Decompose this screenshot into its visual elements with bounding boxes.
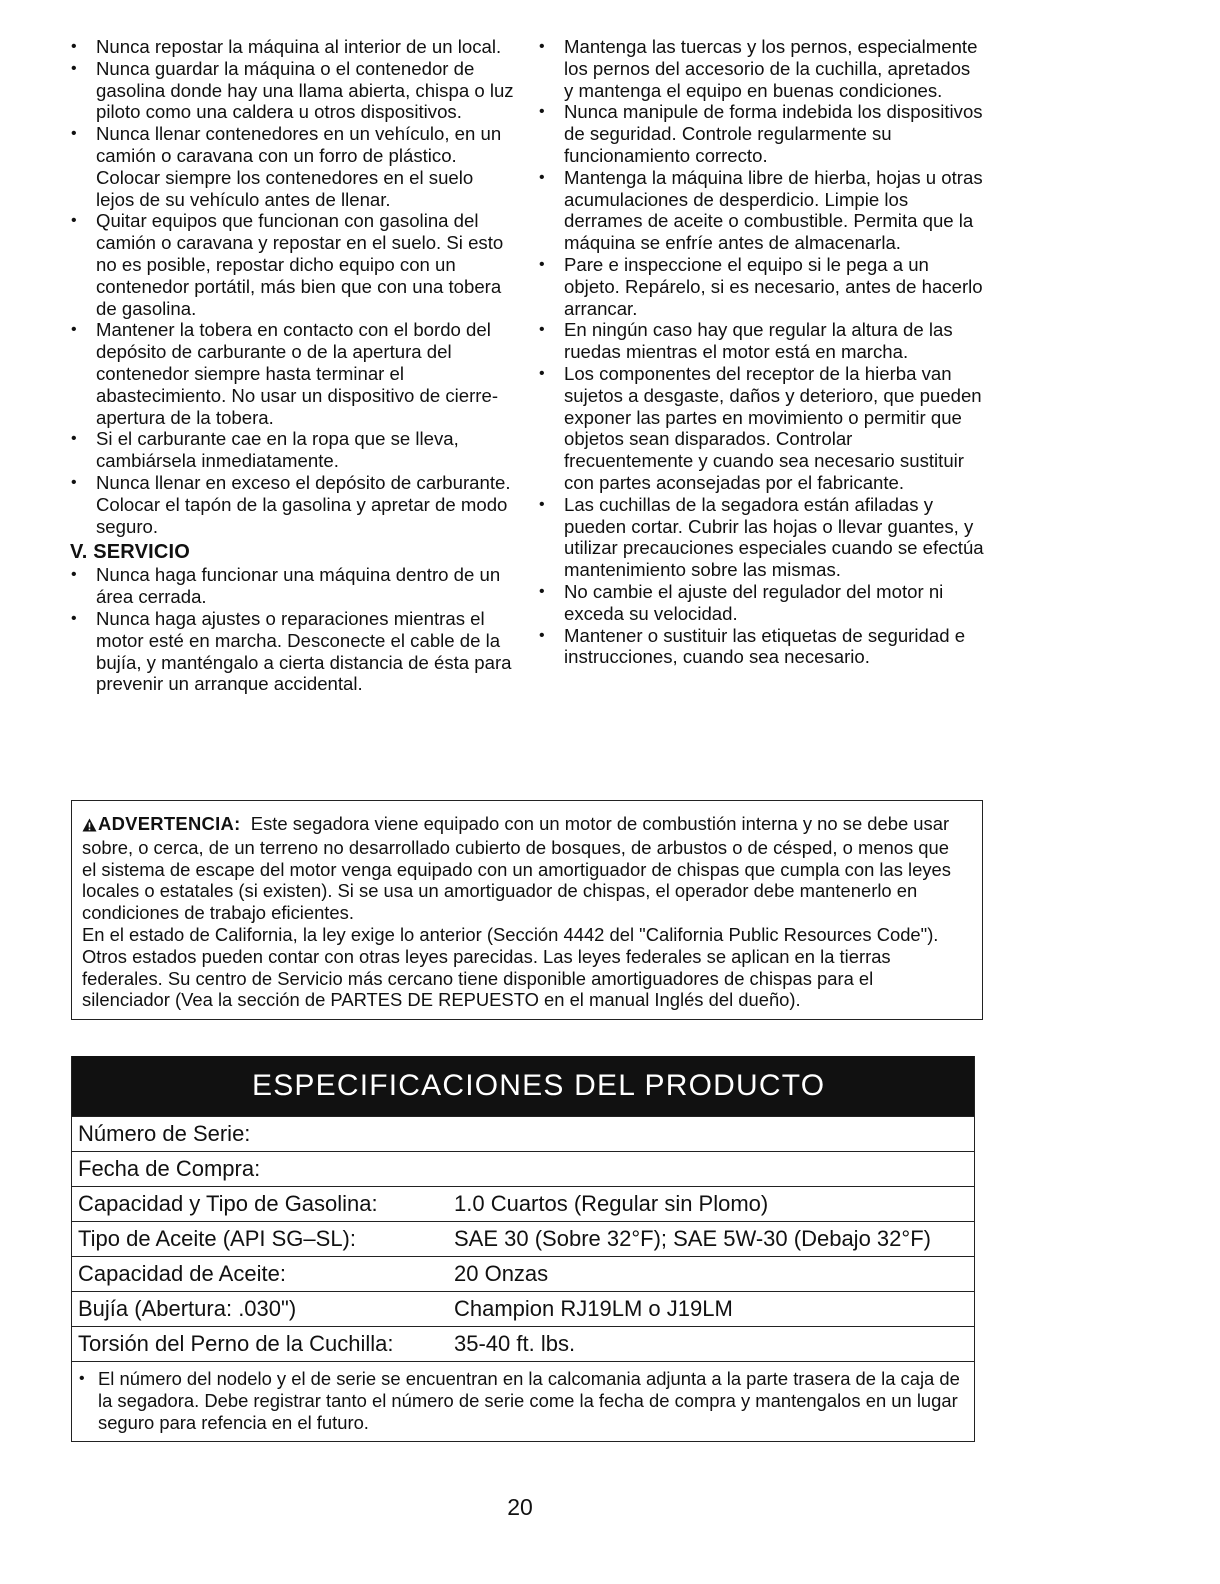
product-specifications-table xyxy=(71,1056,975,1442)
specifications-title: ESPECIFICACIONES DEL PRODUCTO xyxy=(72,1056,974,1116)
specifications-note xyxy=(72,1361,974,1441)
table-row xyxy=(72,1116,974,1151)
warning-paragraph xyxy=(82,813,960,924)
warning-text: Este segadora viene equipado con un motor de combustión interna y no se debe usar sobre, o cerca, de un terreno no desarrollado cubierto de bosques, de arbustos o de césped, o menos que el sistema de escape del motor venga equipado con un amortiguador de chispas que cumpla con las leyes locales o estatales (si existen). Si se usa un amortiguador de chispas, el operador debe mantenerlo en condiciones de trabajo eficientes. xyxy=(82,813,951,924)
list-item: • Si el carburante cae en la ropa que se lleva, cambiársela inmediatamente. xyxy=(70,428,514,472)
list-item: • Nunca llenar contenedores en un vehículo, en un camión o caravana con un forro de plástico. Colocar siempre los contenedores en el suelo lejos de su vehículo antes de llenar. xyxy=(70,123,514,210)
list-item: • El número del nodelo y el de serie se encuentran en la calcomania adjunta a la parte trasera de la caja de la segadora. Debe registrar tanto el número de serie come la fecha de compra y mantengalos en un lugar seguro para refencia en el futuro. xyxy=(78,1368,964,1433)
spec-value: 35-40 ft. lbs. xyxy=(454,1331,576,1356)
list-item: • Los componentes del receptor de la hierba van sujetos a desgaste, daños y deterioro, que pueden exponer las partes en movimiento o permitir que objetos sean disparados. Controlar frecuentemente y cuando sea necesario sustituir con partes aconsejadas por el fabricante. xyxy=(538,363,984,494)
list-item: • Quitar equipos que funcionan con gasolina del camión o caravana y repostar en el suelo. Si esto no es posible, repostar dicho equipo con un contenedor portátil, más bien que con una tobera de gasolina. xyxy=(70,210,514,319)
list-item: • Nunca repostar la máquina al interior de un local. xyxy=(70,36,514,58)
fueling-safety-list xyxy=(70,36,514,537)
list-item: • Las cuchillas de la segadora están afiladas y pueden cortar. Cubrir las hojas o llevar guantes, y utilizar precauciones especiales cuando se efectúa mantenimiento sobre las mismas. xyxy=(538,494,984,581)
spec-label: Bujía (Abertura: .030") xyxy=(78,1296,297,1321)
warning-box xyxy=(71,800,983,1020)
spec-value: 20 Onzas xyxy=(454,1261,549,1286)
list-item: • Nunca haga ajustes o reparaciones mientras el motor esté en marcha. Desconecte el cable de la bujía, y manténgalo a cierta distancia de ésta para prevenir un arranque accidental. xyxy=(70,608,514,695)
warning-paragraph-california: En el estado de California, la ley exige lo anterior (Sección 4442 del "California Public Resources Code"). Otros estados pueden contar con otras leyes parecidas. Las leyes federales se aplican en la tierras federales. Su centro de Servicio más cercano tiene disponible amortiguadores de chispas para el silenciador (Vea la sección de PARTES DE REPUESTO en el manual Inglés del dueño). xyxy=(82,923,939,1011)
table-row xyxy=(72,1256,974,1291)
list-item: • Pare e inspeccione el equipo si le pega a un objeto. Repárelo, si es necesario, antes de hacerlo arrancar. xyxy=(538,254,984,319)
table-row xyxy=(72,1326,974,1361)
list-item: • Nunca guardar la máquina o el contenedor de gasolina donde hay una llama abierta, chispa o luz piloto como una caldera u otros dispositivos. xyxy=(70,58,514,123)
list-item: • No cambie el ajuste del regulador del motor ni exceda su velocidad. xyxy=(538,581,984,625)
list-item: • Mantener la tobera en contacto con el bordo del depósito de carburante o de la apertura del contenedor siempre hasta terminar el abastecimiento. No usar un dispositivo de cierre-apertura de la tobera. xyxy=(70,319,514,428)
warning-triangle-icon xyxy=(82,815,97,837)
spec-label: Capacidad y Tipo de Gasolina: xyxy=(78,1191,378,1216)
page-number: 20 xyxy=(507,1494,533,1520)
maintenance-list xyxy=(538,36,984,668)
table-row xyxy=(72,1186,974,1221)
spec-value: SAE 30 (Sobre 32°F); SAE 5W-30 (Debajo 32°F) xyxy=(454,1226,931,1251)
warning-label: ADVERTENCIA: xyxy=(98,813,241,834)
table-row xyxy=(72,1151,974,1186)
spec-value: 1.0 Cuartos (Regular sin Plomo) xyxy=(454,1191,769,1216)
list-item: • Nunca manipule de forma indebida los dispositivos de seguridad. Controle regularmente su funcionamiento correcto. xyxy=(538,101,984,166)
list-item: • Mantener o sustituir las etiquetas de seguridad e instrucciones, cuando sea necesario. xyxy=(538,625,984,669)
list-item: • Mantenga las tuercas y los pernos, especialmente los pernos del accesorio de la cuchilla, apretados y mantenga el equipo en buenas condiciones. xyxy=(538,36,984,101)
table-row xyxy=(72,1291,974,1326)
list-item: • En ningún caso hay que regular la altura de las ruedas mientras el motor está en marcha. xyxy=(538,319,984,363)
left-column xyxy=(70,36,514,695)
spec-label: Tipo de Aceite (API SG–SL): xyxy=(78,1226,356,1251)
section-heading-servicio: V. SERVICIO xyxy=(70,541,191,564)
right-column xyxy=(538,36,984,668)
spec-label: Capacidad de Aceite: xyxy=(78,1261,286,1286)
spec-label: Número de Serie: xyxy=(78,1121,251,1146)
list-item: • Mantenga la máquina libre de hierba, hojas u otras acumulaciones de desperdicio. Limpie los derrames de aceite o combustible. Permita que la máquina se enfríe antes de almacenarla. xyxy=(538,167,984,254)
list-item: • Nunca llenar en exceso el depósito de carburante. Colocar el tapón de la gasolina y apretar de modo seguro. xyxy=(70,472,514,537)
table-row xyxy=(72,1221,974,1256)
spec-value: Champion RJ19LM o J19LM xyxy=(454,1296,733,1321)
service-list xyxy=(70,564,514,695)
list-item: • Nunca haga funcionar una máquina dentro de un área cerrada. xyxy=(70,564,514,608)
spec-label: Torsión del Perno de la Cuchilla: xyxy=(78,1331,394,1356)
spec-label: Fecha de Compra: xyxy=(78,1156,261,1181)
